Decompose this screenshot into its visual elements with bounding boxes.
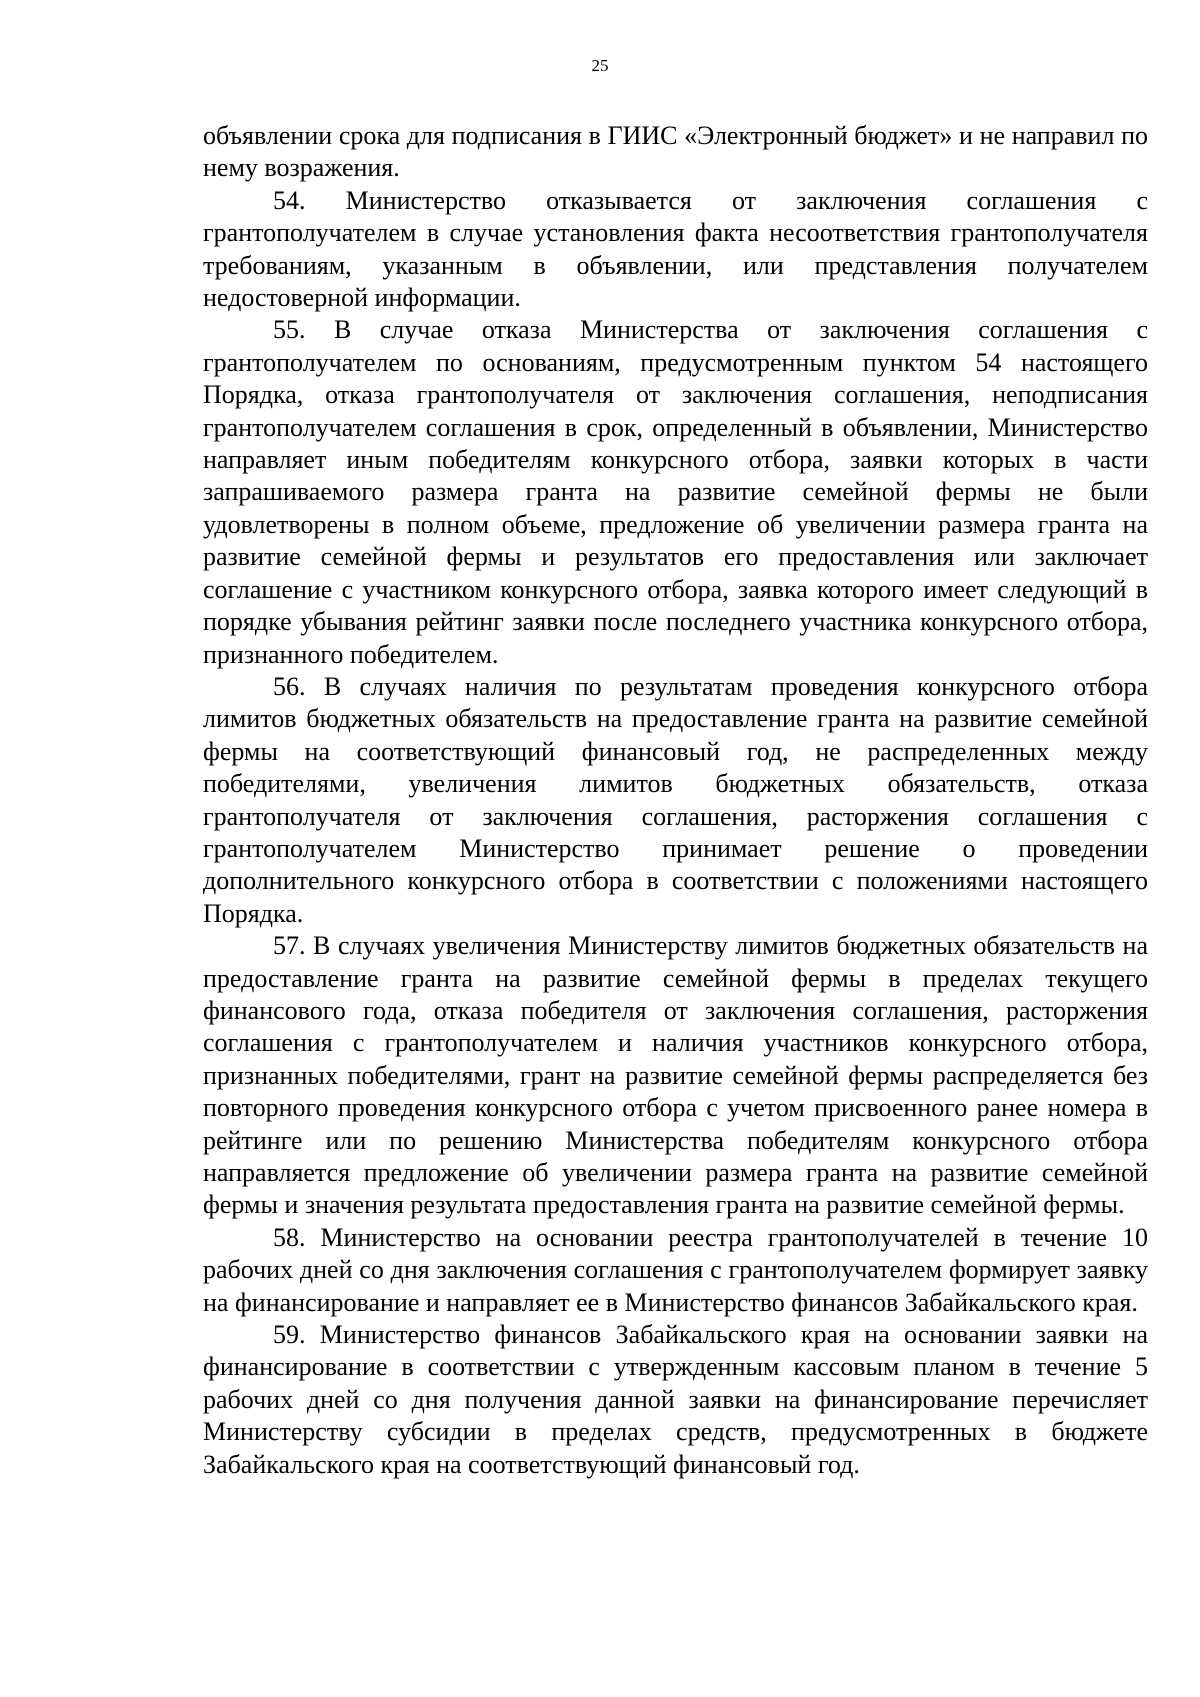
paragraph-continuation: объявлении срока для подписания в ГИИС «Электронный бюджет» и не направил по нему возражения. (203, 121, 1148, 183)
document-body (203, 120, 1148, 1481)
paragraph-item-57: 57. В случаях увеличения Министерству лимитов бюджетных обязательств на предоставление гранта на развитие семейной фермы в пределах текущего финансового года, отказа победителя от заключения соглашения, расторжения соглашения с грантополучателем и наличия участников конкурсного отбора, признанных победителями, грант на развитие семейной фермы распределяется без повторного проведения конкурсного отбора с учетом присвоенного ранее номера в рейтинге или по решению Министерства победителям конкурсного отбора направляется предложение об увеличении размера гранта на развитие семейной фермы и значения результата предоставления гранта на развитие семейной фермы. (203, 931, 1148, 1220)
paragraph-item-59: 59. Министерство финансов Забайкальского края на основании заявки на финансирование в соответствии с утвержденным кассовым планом в течение 5 рабочих дней со дня получения данной заявки на финансирование перечисляет Министерству субсидии в пределах средств, предусмотренных в бюджете Забайкальского края на соответствующий финансовый год. (203, 1320, 1148, 1479)
paragraph-item-55: 55. В случае отказа Министерства от заключения соглашения с грантополучателем по основаниям, предусмотренным пунктом 54 настоящего Порядка, отказа грантополучателя от заключения соглашения, неподписания грантополучателем соглашения в срок, определенный в объявлении, Министерство направляет иным победителям конкурсного отбора, заявки которых в части запрашиваемого размера гранта на развитие семейной фермы не были удовлетворены в полном объеме, предложение об увеличении размера гранта на развитие семейной фермы и результатов его предоставления или заключает соглашение с участником конкурсного отбора, заявка которого имеет следующий в порядке убывания рейтинг заявки после последнего участника конкурсного отбора, признанного победителем. (203, 315, 1148, 669)
paragraph-item-58: 58. Министерство на основании реестра грантополучателей в течение 10 рабочих дней со дня заключения соглашения с грантополучателем формирует заявку на финансирование и направляет ее в Министерство финансов Забайкальского края. (203, 1222, 1148, 1317)
paragraph-item-56: 56. В случаях наличия по результатам проведения конкурсного отбора лимитов бюджетных обязательств на предоставление гранта на развитие семейной фермы на соответствующий финансовый год, не распределенных между победителями, увеличения лимитов бюджетных обязательств, отказа грантополучателя от заключения соглашения, расторжения соглашения с грантополучателем Министерство принимает решение о проведении дополнительного конкурсного отбора в соответствии с положениями настоящего Порядка. (203, 671, 1148, 928)
paragraph-item-54: 54. Министерство отказывается от заключения соглашения с грантополучателем в случае установления факта несоответствия грантополучателя требованиям, указанным в объявлении, или представления получателем недостоверной информации. (203, 185, 1148, 313)
page-number: 25 (591, 56, 609, 75)
